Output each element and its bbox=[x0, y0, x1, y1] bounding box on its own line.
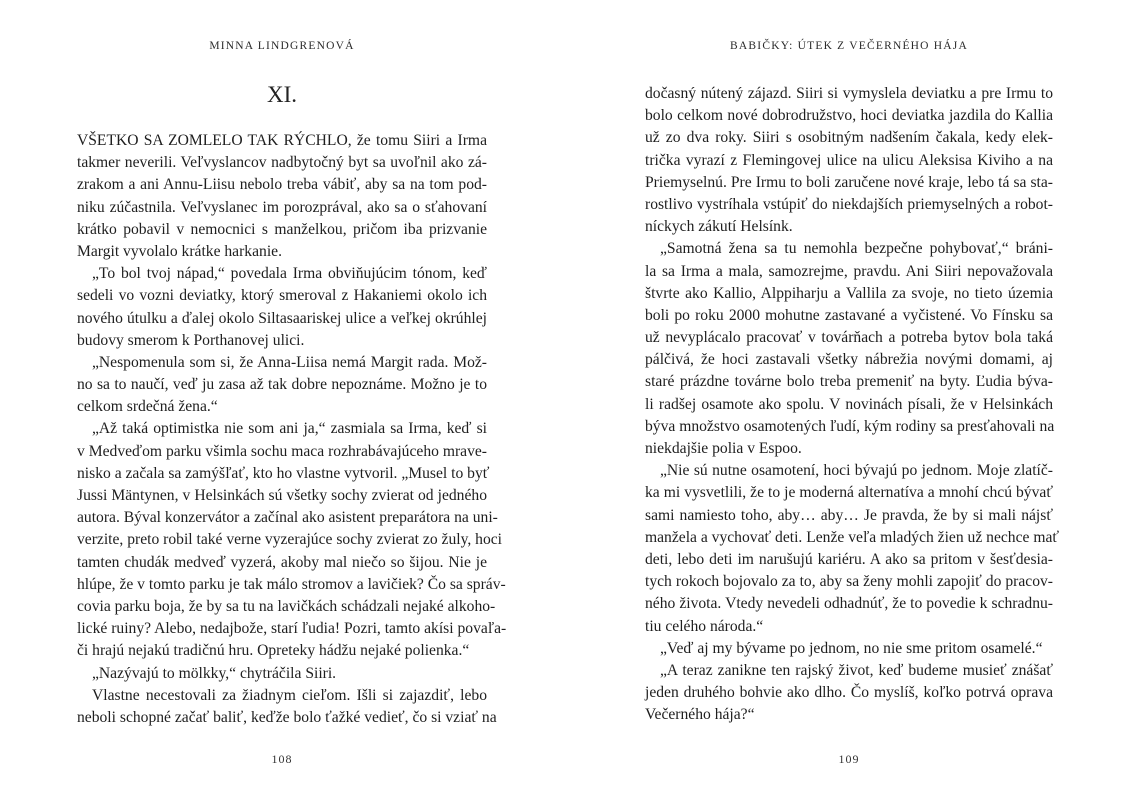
left-page bbox=[77, 0, 507, 800]
text-line: neboli schopné začať baliť, keďže bolo ťažké vedieť, čo si vziať na bbox=[77, 708, 497, 726]
text-line: deti, lebo deti im narušujú kariéru. A ako sa pritom v šesťdesia- bbox=[645, 550, 1053, 568]
paragraph bbox=[77, 663, 487, 685]
text-line: „Nespomenula som si, že Anna-Liisa nemá Margit rada. Mož- bbox=[92, 353, 487, 371]
text-line: staré prázdne továrne bolo treba premeniť na byty. Ľudia býva- bbox=[645, 373, 1053, 391]
paragraph bbox=[645, 660, 1053, 727]
text-line: dočasný nútený zájazd. Siiri si vymyslela deviatku a pre Irmu to bbox=[645, 85, 1053, 102]
text-line: krátko pobavil v nemocnici s manželkou, pričom iba prizvanie bbox=[77, 220, 487, 238]
page-body bbox=[77, 130, 507, 729]
text-line: „Veď aj my bývame po jednom, no nie sme pritom osamelé.“ bbox=[660, 639, 1043, 657]
text-line: štvrte ako Kallio, Alppiharju a Vallila za svoje, no tieto územia bbox=[645, 284, 1053, 302]
text-line: no sa to naučí, veď ju zasa až tak dobre nepoznáme. Možno je to bbox=[77, 376, 487, 394]
running-head-title: BABIČKY: ÚTEK Z VEČERNÉHO HÁJA bbox=[730, 40, 968, 52]
text-line: už nevyplácalo pracovať v továrňach a potreba bytov bola taká bbox=[645, 329, 1053, 347]
paragraph bbox=[645, 638, 1053, 660]
text-line: bolo celkom nové dobrodružstvo, hoci deviatka jazdila do Kallia bbox=[645, 107, 1053, 125]
text-line: li radšej osamote ako spolu. V novinách písali, že v Helsinkách bbox=[645, 395, 1053, 413]
paragraph bbox=[645, 460, 1060, 638]
text-line: sami namiesto toho, aby… aby… Je pravda, že by si mali nájsť bbox=[645, 506, 1053, 524]
text-line: níckych zákutí Helsínk. bbox=[645, 218, 793, 236]
text-line: VŠETKO SA ZOMLELO TAK RÝCHLO, že tomu Siiri a Irma bbox=[77, 132, 487, 149]
text-line: trička vyrazí z Flemingovej ulice na ulicu Aleksisa Kiviho a na bbox=[645, 151, 1053, 169]
right-page bbox=[645, 0, 1060, 800]
paragraph bbox=[77, 130, 487, 263]
paragraph bbox=[645, 83, 1053, 238]
text-line: „Nazývajú to mölkky,“ chytráčila Siiri. bbox=[92, 664, 337, 682]
text-line: tiu celého národa.“ bbox=[645, 617, 764, 635]
text-line: Večerného hája?“ bbox=[645, 706, 755, 724]
chapter-title: XI. bbox=[266, 82, 298, 107]
text-line: nisko a začala sa zamýšľať, kto ho vlastne vytvoril. „Musel to byť bbox=[77, 464, 490, 482]
text-line: Vlastne necestovali za žiadnym cieľom. Išli si zajazdiť, lebo bbox=[92, 686, 487, 704]
text-line: la sa Irma a mala, samozrejme, pravdu. Ani Siiri nepovažovala bbox=[645, 262, 1053, 280]
text-line: „Až taká optimistka nie som ani ja,“ zasmiala sa Irma, keď si bbox=[92, 420, 487, 438]
text-line: tych rokoch bojovalo za to, aby sa ženy mohli zapojiť do pracov- bbox=[645, 573, 1053, 591]
paragraph bbox=[645, 238, 1053, 460]
text-line: nového útulku a ďalej okolo Siltasaariskej ulice a veľkej okrúhlej bbox=[77, 309, 487, 327]
text-line: budovy smerom k Porthanovej ulici. bbox=[77, 331, 305, 349]
text-line: ného života. Vtedy nevedeli odhadnúť, že to povedie k schradnu- bbox=[645, 595, 1053, 613]
text-line: celkom srdečná žena.“ bbox=[77, 398, 218, 416]
text-line: lické ruiny? Alebo, nedajbože, starí ľudia! Pozri, tamto akísi povaľa- bbox=[77, 620, 507, 638]
text-line: „Nie sú nutne osamotení, hoci bývajú po jednom. Moje zlatíč- bbox=[660, 462, 1053, 480]
text-line: autora. Býval konzervátor a začínal ako asistent preparátora na uni- bbox=[77, 509, 498, 527]
text-line: ka mi vysvetlili, že to je moderná alternatíva a mnohí chcú bývať bbox=[645, 484, 1053, 502]
text-line: Priemyselnú. Pre Irmu to boli zaručene nové kraje, lebo tá sa sta- bbox=[645, 173, 1053, 191]
text-line: zrakom a ani Annu-Liisu nebolo treba vábiť, aby sa na tom pod- bbox=[77, 176, 487, 194]
text-line: v Medveďom parku všimla sochu maca rozhrabávajúceho mrave- bbox=[77, 442, 487, 460]
text-line: takmer neverili. Veľvyslancov nadbytočný byt sa uvoľnil ako zá- bbox=[77, 154, 487, 172]
text-line: „Samotná žena sa tu nemohla bezpečne pohybovať,“ bráni- bbox=[660, 240, 1053, 258]
page-body bbox=[645, 83, 1060, 726]
text-line: tamten chudák medveď vyzerá, akoby mal niečo so šijou. Nie je bbox=[77, 553, 487, 571]
text-line: verzite, preto robil také verne vyzerajúce sochy zvierat zo žuly, hoci bbox=[77, 531, 503, 549]
paragraph bbox=[77, 685, 497, 729]
text-line: manžela a vychovať deti. Lenže veľa mladých žien už nechce mať bbox=[645, 528, 1060, 546]
text-line: či hrajú nejakú tradičnú hru. Opreteky hádžu nejaké polienka.“ bbox=[77, 642, 470, 660]
paragraph bbox=[77, 418, 507, 662]
text-line: „A teraz zanikne ten rajský život, keď budeme musieť znášať bbox=[660, 661, 1053, 679]
text-line: „To bol tvoj nápad,“ povedala Irma obviňujúcim tónom, keď bbox=[92, 265, 487, 283]
paragraph bbox=[77, 352, 487, 419]
text-line: covia parku boja, že by sa tu na lavičkách schádzali nejaké alkoho- bbox=[77, 597, 496, 615]
text-line: niku zúčastnila. Veľvyslanec im porozprával, ako sa o sťahovaní bbox=[77, 198, 487, 216]
text-line: niekdajšie polia v Espoo. bbox=[645, 440, 802, 457]
page-number: 108 bbox=[271, 752, 293, 766]
page-number: 109 bbox=[838, 752, 860, 766]
text-line: pálčivá, že hoci zastavali všetky nábrežia novými domami, aj bbox=[645, 351, 1053, 369]
text-line: rostlivo vystríhala vstúpiť do niekdajších priemyselných a robot- bbox=[645, 195, 1053, 213]
paragraph bbox=[77, 263, 487, 352]
running-head-author: MINNA LINDGRENOVÁ bbox=[209, 40, 355, 52]
text-line: Margit vyvolalo krátke harkanie. bbox=[77, 242, 282, 260]
text-line: hlúpe, že v tomto parku je tak málo stromov a lavičiek? Čo sa správ- bbox=[77, 575, 506, 593]
text-line: Jussi Mäntynen, v Helsinkách sú všetky sochy zvierat od jedného bbox=[77, 487, 487, 504]
text-line: boli po roku 2000 mohutne zastavané a vyčistené. Vo Fínsku sa bbox=[645, 306, 1053, 324]
text-line: už zo dva roky. Siiri s osobitným nadšením čakala, kedy elek- bbox=[645, 129, 1053, 147]
text-line: jeden druhého bohvie ako dlho. Čo myslíš, koľko potrvá oprava bbox=[645, 684, 1053, 702]
text-line: býva množstvo osamotených ľudí, kým rodiny sa presťahovali na bbox=[645, 417, 1055, 435]
text-line: sedeli vo vozni deviatky, ktorý smeroval z Hakaniemi okolo ich bbox=[77, 287, 487, 305]
